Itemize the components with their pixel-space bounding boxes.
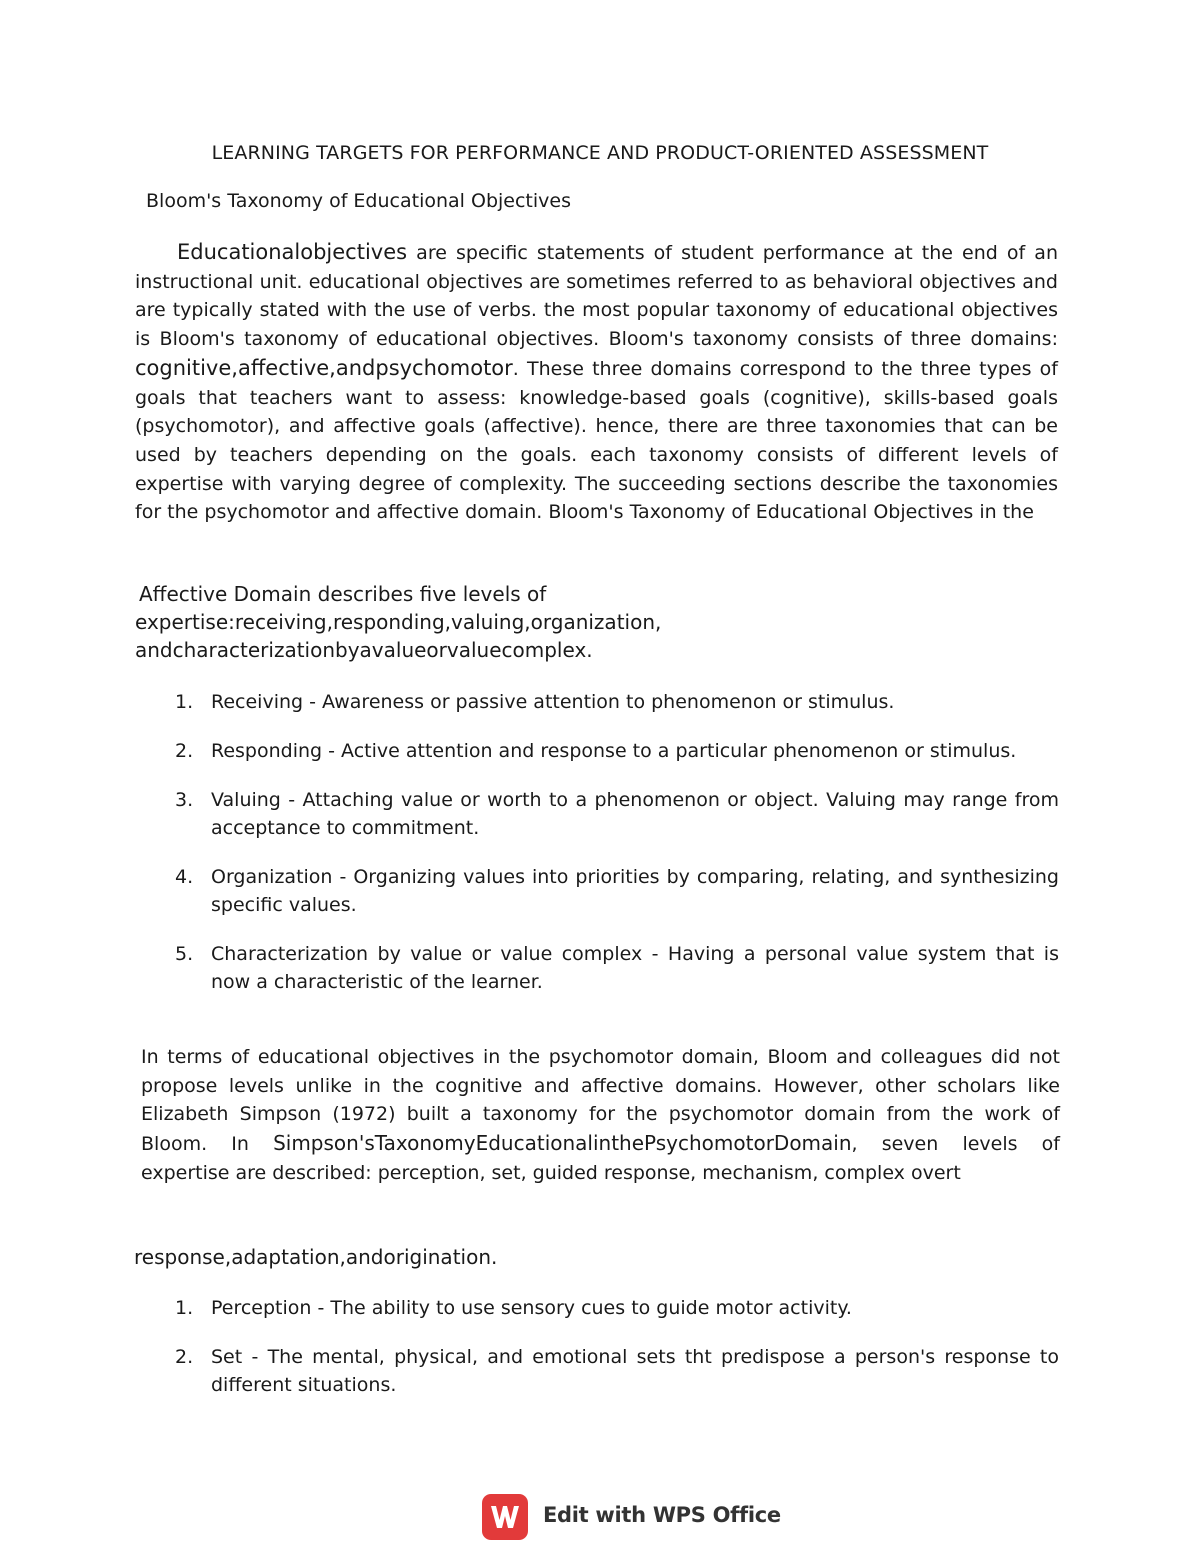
affective-line-1: Affective Domain describes five levels of xyxy=(139,582,547,606)
list-number: 4. xyxy=(175,866,194,888)
list-number: 1. xyxy=(175,691,194,713)
list-item xyxy=(175,1294,1059,1322)
list-number: 2. xyxy=(175,1346,194,1368)
psychomotor-text-a: In terms of educational objectives in the psychomotor domain, Bloom and colleagues did not propose levels unlike in the cognitive and affective domains. However, other scholars like Elizabeth Simpson (1972) built a taxonomy for the psychomotor domain from the work of Bloom. In xyxy=(141,1046,1060,1156)
list-item xyxy=(175,786,1059,842)
list-item xyxy=(175,737,1059,765)
list-number: 1. xyxy=(175,1297,194,1319)
intro-paragraph xyxy=(135,238,1058,527)
list-number: 5. xyxy=(175,943,194,965)
list-item-text: Valuing - Attaching value or worth to a phenomenon or object. Valuing may range from acceptance to commitment. xyxy=(211,789,1059,839)
affective-line-3: andcharacterizationbyavalueorvaluecomplex. xyxy=(135,638,593,662)
list-item xyxy=(175,1343,1059,1399)
intro-domains: cognitive,affective,andpsychomotor xyxy=(135,355,513,380)
intro-lead-term: Educationalobjectives xyxy=(177,240,408,264)
list-item xyxy=(175,688,1059,716)
affective-levels-list xyxy=(175,688,1059,1017)
list-number: 3. xyxy=(175,789,194,811)
edit-with-wps-link[interactable]: Edit with WPS Office xyxy=(543,1503,781,1527)
wps-logo-icon[interactable] xyxy=(482,1494,528,1540)
list-item-text: Organization - Organizing values into priorities by comparing, relating, and synthesizing specific values. xyxy=(211,866,1059,916)
psychomotor-levels-list xyxy=(175,1294,1059,1420)
simpson-taxonomy-name: Simpson'sTaxonomyEducationalinthePsychomotorDomain xyxy=(273,1131,852,1156)
list-item-text: Perception - The ability to use sensory cues to guide motor activity. xyxy=(211,1297,852,1319)
list-item xyxy=(175,863,1059,919)
affective-line-2: expertise:receiving,responding,valuing,organization, xyxy=(135,610,662,634)
list-number: 2. xyxy=(175,740,194,762)
intro-text-a: are specific statements of student performance at the end of an instructional unit. educational objectives are sometimes referred to as behavioral objectives and are typically stated with the use of verbs. the most popular taxonomy of educational objectives is Bloom's taxonomy of educational objectives. Bloom's taxonomy consists of three domains: xyxy=(135,242,1058,351)
list-item-text: Characterization by value or value complex - Having a personal value system that is now a characteristic of the learner. xyxy=(211,943,1059,993)
list-item-text: Receiving - Awareness or passive attention to phenomenon or stimulus. xyxy=(211,691,895,713)
psychomotor-paragraph xyxy=(141,1043,1060,1188)
document-title: LEARNING TARGETS FOR PERFORMANCE AND PRODUCT-ORIENTED ASSESSMENT xyxy=(211,142,989,164)
list-item-text: Responding - Active attention and response to a particular phenomenon or stimulus. xyxy=(211,740,1017,762)
psychomotor-levels-line: response,adaptation,andorigination. xyxy=(134,1245,498,1269)
document-subtitle: Bloom's Taxonomy of Educational Objectives xyxy=(146,190,571,212)
list-item-text: Set - The mental, physical, and emotional sets tht predispose a person's response to different situations. xyxy=(211,1346,1059,1396)
psychomotor-text-b: , seven levels of expertise are described: perception, set, guided response, mechanism, complex overt xyxy=(141,1133,1060,1184)
list-item xyxy=(175,940,1059,996)
wps-w-glyph-icon xyxy=(482,1494,528,1540)
intro-text-b: . These three domains correspond to the three types of goals that teachers want to assess: knowledge-based goals (cognitive), skills-based goals (psychomotor), and affective goals (affective). hence, there are three taxonomies that can be used by teachers depending on the goals. each taxonomy consists of different levels of expertise with varying degree of complexity. The succeeding sections describe the taxonomies for the psychomotor and affective domain. Bloom's Taxonomy of Educational Objectives in the xyxy=(135,357,1058,524)
